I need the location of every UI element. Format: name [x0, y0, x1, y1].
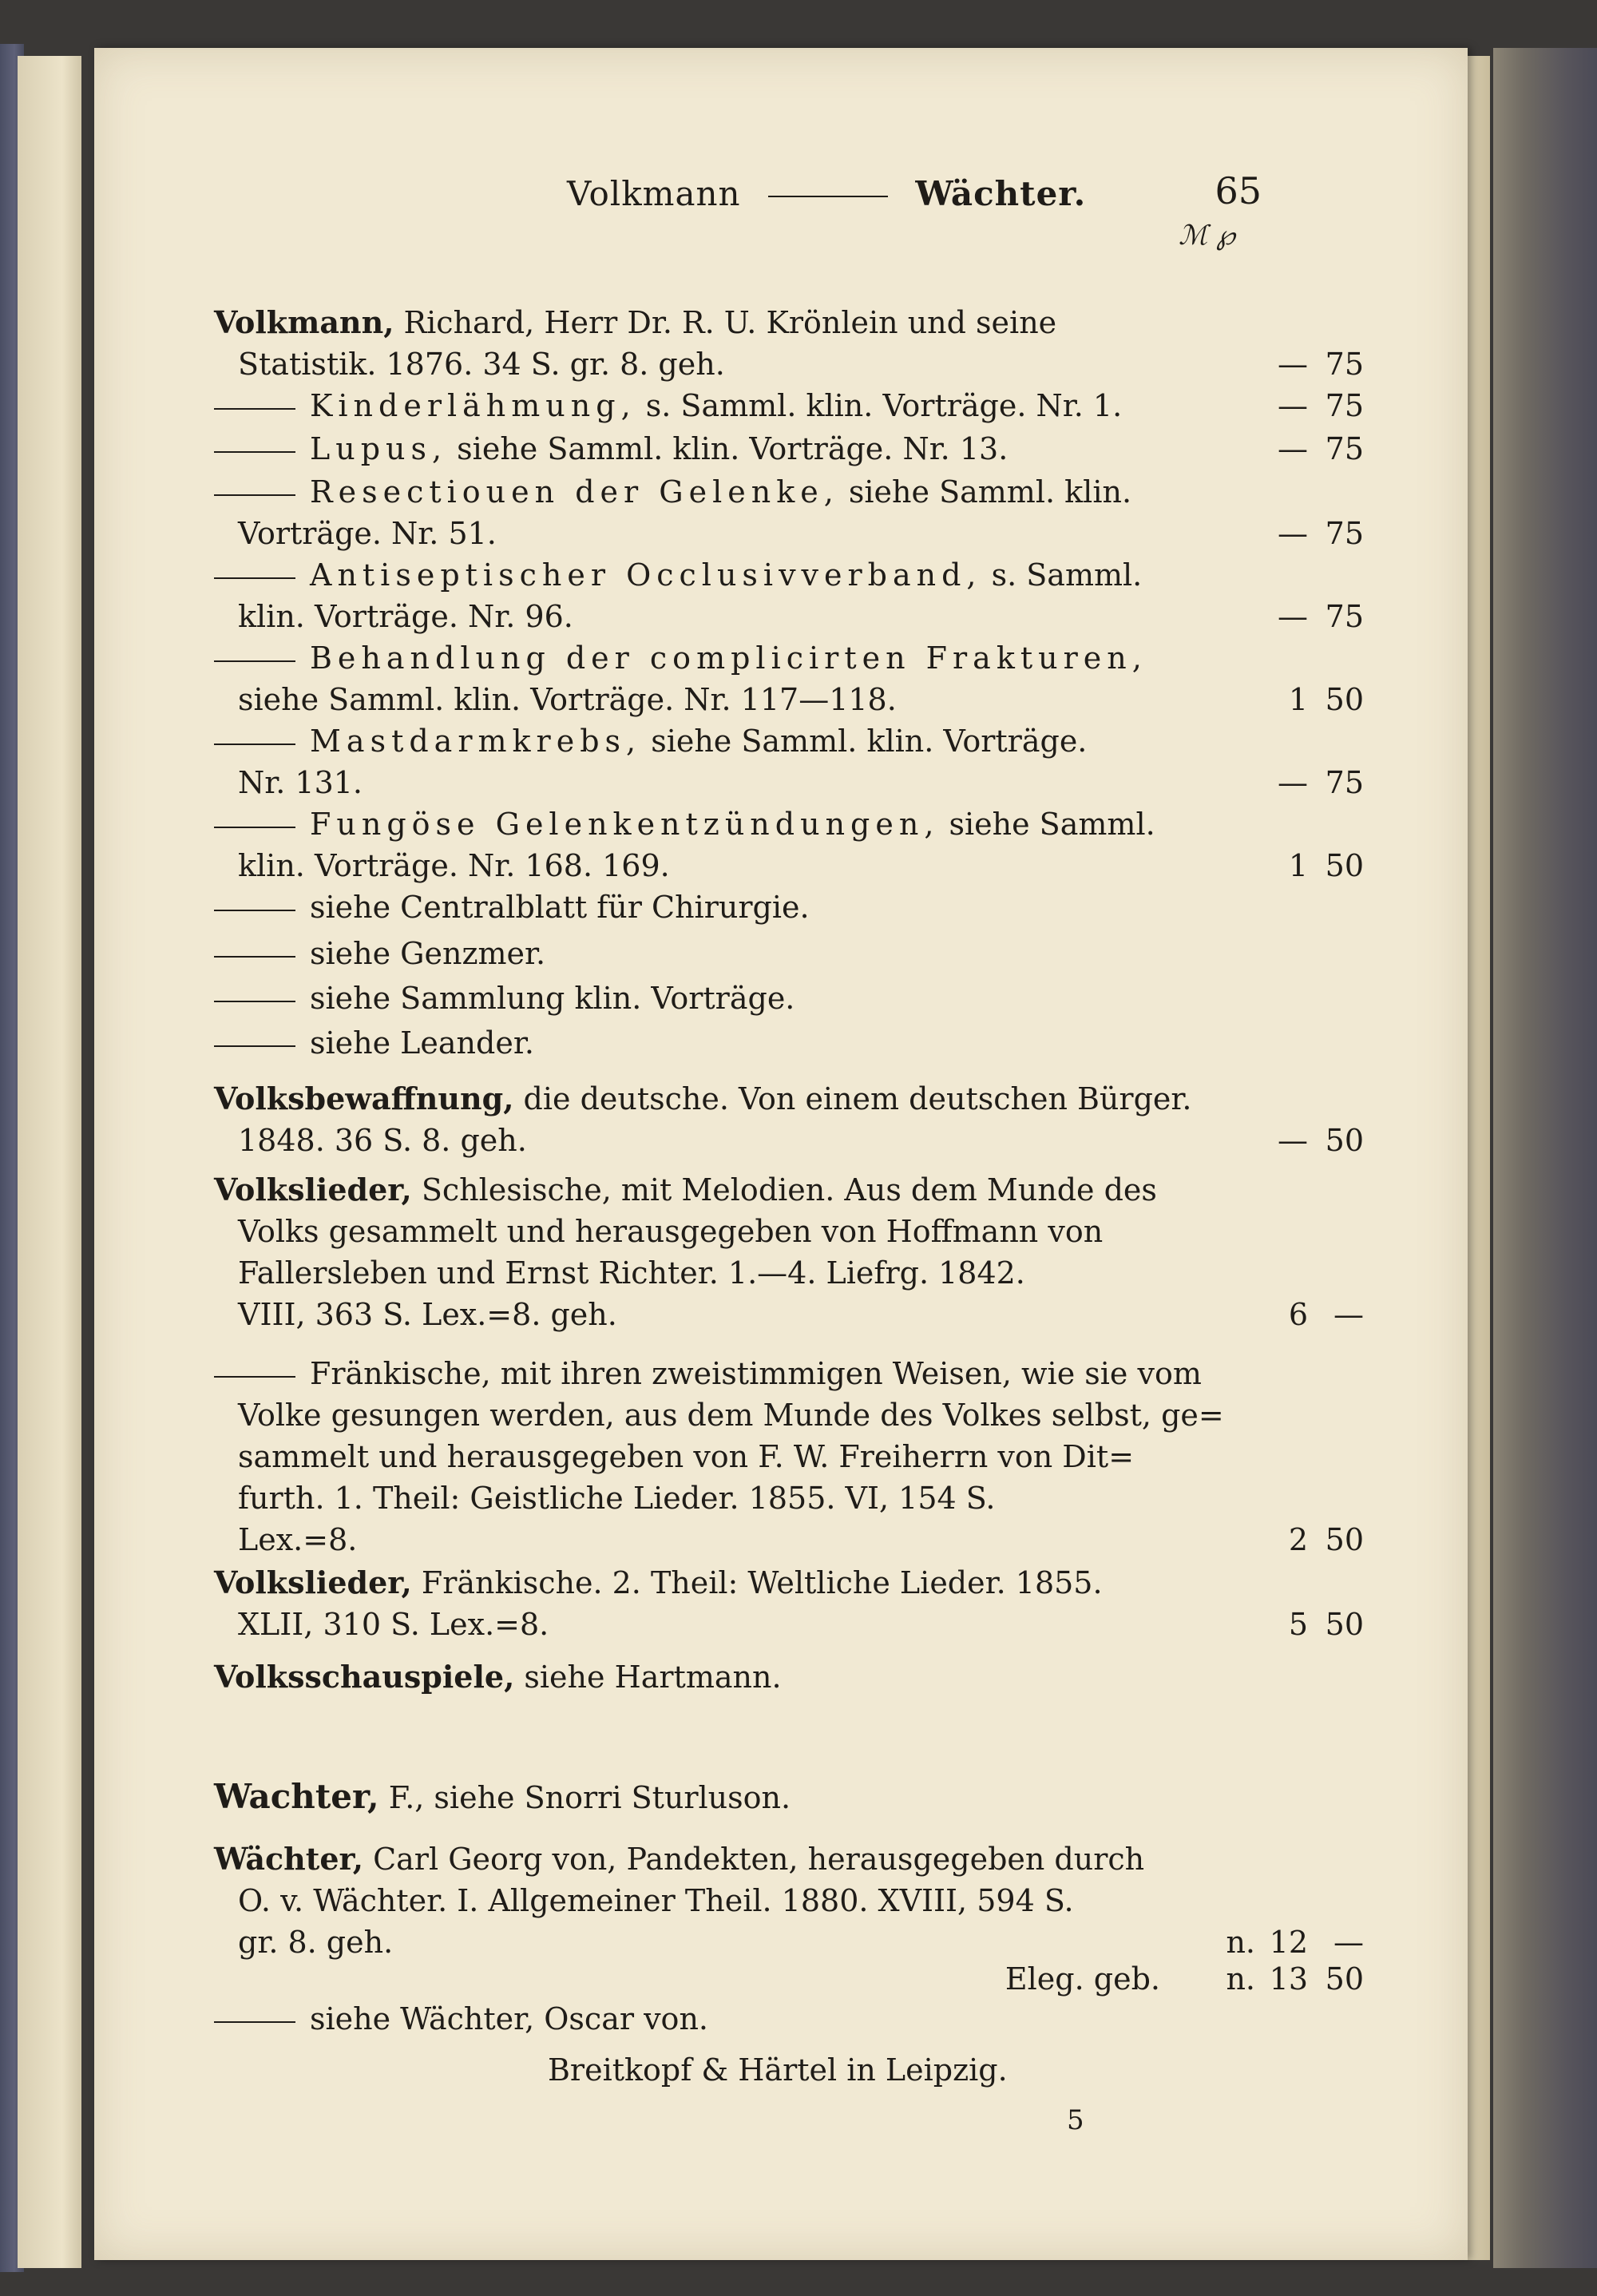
entry-line: Vorträge. Nr. 51.	[238, 516, 497, 551]
entry-line: siehe Leander.	[310, 1025, 534, 1061]
entry-line: F., siehe Snorri Sturluson.	[378, 1780, 791, 1815]
entry-price: 2 50	[1288, 1522, 1364, 1557]
entry-siehe-leander	[214, 1022, 1364, 1064]
entry-antiseptischer	[214, 554, 1364, 637]
entry-line: Volks gesammelt und herausgegeben von Hoffmann von	[238, 1214, 1104, 1249]
entry-volkmann	[214, 302, 1364, 385]
entry-line: siehe Genzmer.	[310, 936, 546, 971]
entry-line: siehe Samml.	[939, 807, 1155, 842]
entry-line: 1848. 36 S. 8. geh.	[238, 1123, 527, 1158]
entry-wachter	[214, 1776, 1364, 1818]
entry-line: siehe Samml. klin. Vorträge.	[641, 724, 1088, 759]
entry-line: klin. Vorträge. Nr. 96.	[238, 599, 573, 634]
entry-price: 5 50	[1288, 1607, 1364, 1642]
entry-line: siehe Samml. klin. Vorträge. Nr. 117—118.	[238, 682, 897, 717]
entry-behandlung	[214, 637, 1364, 720]
running-head-left: Volkmann	[567, 174, 741, 213]
entry-volkslieder-fraenkische	[214, 1562, 1364, 1645]
entry-line: siehe Samml. klin. Vorträge. Nr. 13.	[447, 431, 1009, 466]
entry-siehe-sammlung	[214, 977, 1364, 1019]
entry-line: siehe Hartmann.	[514, 1660, 782, 1695]
entry-line: die deutsche. Von einem deutschen Bürger.	[513, 1081, 1192, 1116]
entry-fungoese	[214, 803, 1364, 886]
entry-line: Fränkische, mit ihren zweistimmigen Weisen, wie sie vom	[310, 1356, 1202, 1391]
entry-siehe-waechter-oscar	[214, 1998, 1364, 2040]
entry-line: siehe Wächter, Oscar von.	[310, 2001, 708, 2036]
entry-price: — 50	[1278, 1123, 1364, 1158]
entry-price: — 75	[1278, 516, 1364, 551]
entry-line: gr. 8. geh.	[238, 1925, 394, 1960]
entry-line: Richard, Herr Dr. R. U. Krönlein und seine	[403, 305, 1057, 340]
entry-lupus	[214, 428, 1364, 470]
entry-price: n. 12 —	[1226, 1925, 1364, 1960]
entry-volkslieder-schlesische	[214, 1169, 1364, 1335]
currency-header: ℳ ℘	[1179, 220, 1235, 252]
entry-line: klin. Vorträge. Nr. 168. 169.	[238, 848, 670, 883]
entry-line: siehe Sammlung klin. Vorträge.	[310, 981, 795, 1016]
entry-line: Lex.=8.	[238, 1522, 358, 1557]
entry-volksbewaffnung	[214, 1078, 1364, 1161]
entry-line: O. v. Wächter. I. Allgemeiner Theil. 1880. XVIII, 594 S.	[238, 1883, 1074, 1918]
entry-line: Carl Georg von, Pandekten, herausgegeben durch	[363, 1842, 1145, 1877]
entry-line: Fränkische. 2. Theil: Weltliche Lieder. 1855.	[411, 1565, 1103, 1600]
entry-head: Volksbewaffnung,	[214, 1081, 514, 1116]
entry-price: — 75	[1278, 765, 1364, 800]
page-number: 65	[1215, 169, 1262, 212]
entry-line: sammelt und herausgegeben von F. W. Freiherrn von Dit=	[238, 1439, 1135, 1474]
entry-head: Volkslieder,	[214, 1172, 412, 1207]
entry-title-spaced: Antiseptischer Occlusivverband,	[310, 557, 982, 593]
entry-price: — 75	[1278, 347, 1364, 382]
entry-kinderlaehmung	[214, 385, 1364, 426]
previous-page-edge	[18, 56, 81, 2268]
entry-price: 1 50	[1288, 848, 1364, 883]
entry-head: Wachter,	[214, 1777, 379, 1816]
entry-siehe-genzmer	[214, 933, 1364, 974]
entry-head: Wächter,	[214, 1841, 363, 1877]
entry-head: Volkslieder,	[214, 1564, 412, 1600]
entry-price: — 75	[1278, 388, 1364, 423]
entry-line: Eleg. geb.	[1005, 1961, 1160, 1997]
publisher-footer: Breitkopf & Härtel in Leipzig.	[548, 2052, 1008, 2088]
entry-line: s. Samml.	[981, 557, 1143, 593]
entry-line: Nr. 131.	[238, 765, 363, 800]
entry-title-spaced: Behandlung der complicirten Frakturen,	[310, 640, 1147, 676]
entry-price: — 75	[1278, 431, 1364, 466]
entry-line: Volke gesungen werden, aus dem Munde des Volkes selbst, ge=	[238, 1398, 1224, 1433]
entry-mastdarmkrebs	[214, 720, 1364, 803]
signature-mark: 5	[1067, 2104, 1084, 2136]
book-page	[94, 48, 1468, 2260]
entry-price: n. 13 50	[1226, 1961, 1364, 1997]
entry-title-spaced: Resectiouen der Gelenke,	[310, 474, 839, 510]
entry-price: 1 50	[1288, 682, 1364, 717]
entry-title-spaced: Fungöse Gelenkentzündungen,	[310, 807, 940, 842]
entry-price: 6 —	[1288, 1297, 1364, 1332]
entry-title-spaced: Kinderlähmung,	[310, 388, 636, 423]
entry-line: Schlesische, mit Melodien. Aus dem Munde des	[411, 1172, 1157, 1207]
entry-title-spaced: Lupus,	[310, 431, 448, 466]
entry-line: s. Samml. klin. Vorträge. Nr. 1.	[636, 388, 1123, 423]
entry-line: siehe Samml. klin.	[838, 474, 1132, 510]
entry-line: Statistik. 1876. 34 S. gr. 8. geh.	[238, 347, 725, 382]
entry-line: siehe Centralblatt für Chirurgie.	[310, 890, 810, 925]
entry-waechter	[214, 1838, 1364, 1963]
running-head-right: Wächter.	[915, 174, 1087, 213]
entry-title-spaced: Mastdarmkrebs,	[310, 724, 642, 759]
entry-volksschauspiele	[214, 1656, 1364, 1698]
entry-siehe-centralblatt	[214, 886, 1364, 928]
entry-line: VIII, 363 S. Lex.=8. geh.	[238, 1297, 617, 1332]
entry-fraenkische	[214, 1353, 1364, 1560]
entry-line: Fallersleben und Ernst Richter. 1.—4. Liefrg. 1842.	[238, 1255, 1025, 1291]
entry-eleg-geb	[214, 1958, 1364, 2000]
book-cover-right	[1493, 48, 1597, 2268]
running-head	[567, 174, 1086, 213]
entry-head: Volksschauspiele,	[214, 1659, 515, 1695]
entry-line: furth. 1. Theil: Geistliche Lieder. 1855. VI, 154 S.	[238, 1481, 996, 1516]
page-stack-edge	[1468, 56, 1490, 2260]
entry-head: Volkmann,	[214, 304, 394, 340]
entry-price: — 75	[1278, 599, 1364, 634]
entry-resectionen	[214, 471, 1364, 554]
entry-line: XLII, 310 S. Lex.=8.	[238, 1607, 549, 1642]
